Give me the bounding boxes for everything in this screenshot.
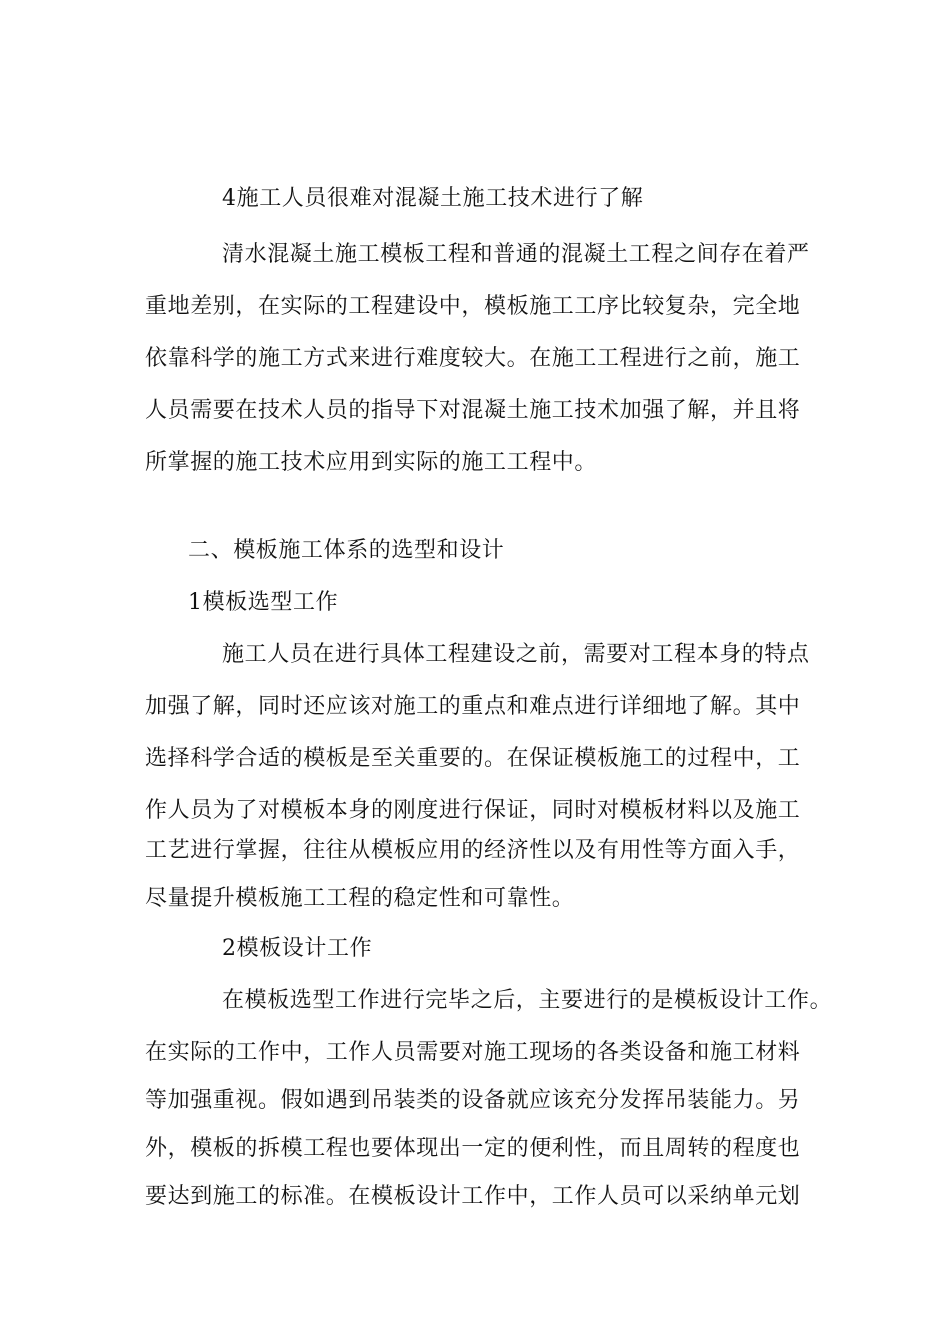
- paragraph-line: 选择科学合适的模板是至关重要的。在保证模板施工的过程中，工: [145, 746, 801, 771]
- paragraph-line: 要达到施工的标准。在模板设计工作中，工作人员可以采纳单元划: [145, 1184, 801, 1209]
- paragraph-line: 工艺进行掌握，往往从模板应用的经济性以及有用性等方面入手，: [145, 838, 801, 863]
- paragraph-line: 在模板选型工作进行完毕之后，主要进行的是模板设计工作。: [222, 988, 833, 1013]
- paragraph-line: 作人员为了对模板本身的刚度进行保证，同时对模板材料以及施工: [145, 798, 801, 823]
- section-heading-4: 4施工人员很难对混凝土施工技术进行了解: [222, 186, 644, 211]
- section-heading-2: 2模板设计工作: [222, 936, 373, 961]
- paragraph-line: 施工人员在进行具体工程建设之前，需要对工程本身的特点: [222, 642, 810, 667]
- paragraph-line: 清水混凝土施工模板工程和普通的混凝土工程之间存在着严: [222, 242, 810, 267]
- paragraph-line: 人员需要在技术人员的指导下对混凝土施工技术加强了解，并且将: [145, 398, 801, 423]
- paragraph-line: 加强了解，同时还应该对施工的重点和难点进行详细地了解。其中: [145, 694, 801, 719]
- paragraph-line: 依靠科学的施工方式来进行难度较大。在施工工程进行之前，施工: [145, 346, 801, 371]
- section-heading-1: 1模板选型工作: [188, 590, 339, 615]
- paragraph-line: 所掌握的施工技术应用到实际的施工工程中。: [145, 450, 598, 475]
- paragraph-line: 外，模板的拆模工程也要体现出一定的便利性，而且周转的程度也: [145, 1136, 801, 1161]
- paragraph-line: 尽量提升模板施工工程的稳定性和可靠性。: [145, 886, 575, 911]
- paragraph-line: 在实际的工作中，工作人员需要对施工现场的各类设备和施工材料: [145, 1040, 801, 1065]
- paragraph-line: 重地差别，在实际的工程建设中，模板施工工序比较复杂，完全地: [145, 294, 801, 319]
- chapter-heading: 二、模板施工体系的选型和设计: [188, 538, 505, 563]
- paragraph-line: 等加强重视。假如遇到吊装类的设备就应该充分发挥吊装能力。另: [145, 1088, 801, 1113]
